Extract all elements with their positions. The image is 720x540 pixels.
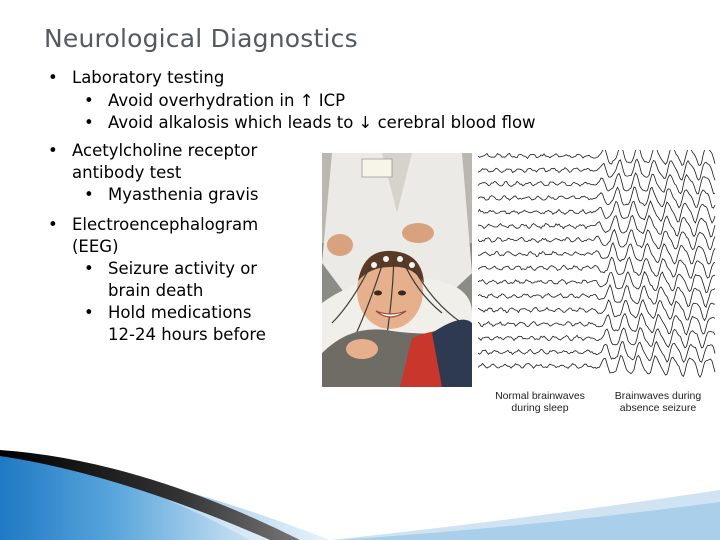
caption-normal-line1: Normal brainwaves <box>495 390 585 402</box>
bottom-swoosh-decoration <box>0 440 720 540</box>
eeg-trace-line <box>478 356 715 378</box>
eeg-trace-line <box>478 150 715 166</box>
bullet-marker: • <box>84 185 94 204</box>
bullet-text: (EEG) <box>72 237 119 256</box>
bullet-text: 12-24 hours before <box>108 325 266 344</box>
eeg-waveform-graphic <box>478 150 716 382</box>
eeg-trace-line <box>478 257 715 278</box>
eeg-trace-line <box>478 272 715 293</box>
eeg-trace-line <box>478 328 715 348</box>
caption-normal-line2: during sleep <box>511 402 569 414</box>
bullet-marker: • <box>84 91 94 110</box>
caption-seizure-line1: Brainwaves during <box>614 390 702 402</box>
eeg-trace-line <box>478 230 715 250</box>
bullet-marker: • <box>84 303 94 322</box>
bullet-marker: • <box>84 259 94 278</box>
eeg-trace-line <box>478 159 715 180</box>
bullet-marker: • <box>48 68 58 87</box>
eeg-trace-line <box>478 187 715 208</box>
bullet-marker: • <box>84 113 94 132</box>
bullet-text: Avoid alkalosis which leads to ↓ cerebral blood flow <box>108 113 536 132</box>
bullet-text: Avoid overhydration in ↑ ICP <box>108 91 346 110</box>
bullet-text: antibody test <box>72 163 182 182</box>
bullet-text: Hold medications <box>108 303 252 322</box>
bullet-marker: • <box>48 141 58 160</box>
bullet-text: brain death <box>108 281 204 300</box>
eeg-trace-line <box>478 313 715 334</box>
caption-seizure <box>602 390 714 414</box>
eeg-trace-line <box>478 300 715 321</box>
caption-seizure-line2: absence seizure <box>619 402 697 414</box>
eeg-patient-photo <box>322 153 472 387</box>
bullet-text: Myasthenia gravis <box>108 185 259 204</box>
bullet-marker: • <box>48 215 58 234</box>
bullet-text: Seizure activity or <box>108 259 258 278</box>
bullet-text: Laboratory testing <box>72 68 225 87</box>
eeg-traces <box>478 150 715 377</box>
bullet-text: Electroencephalogram <box>72 215 259 234</box>
eeg-trace-line <box>478 201 715 223</box>
slide-title: Neurological Diagnostics <box>44 24 358 53</box>
eeg-trace-line <box>478 342 715 363</box>
caption-normal <box>480 390 600 414</box>
bullet-text: Acetylcholine receptor <box>72 141 258 160</box>
